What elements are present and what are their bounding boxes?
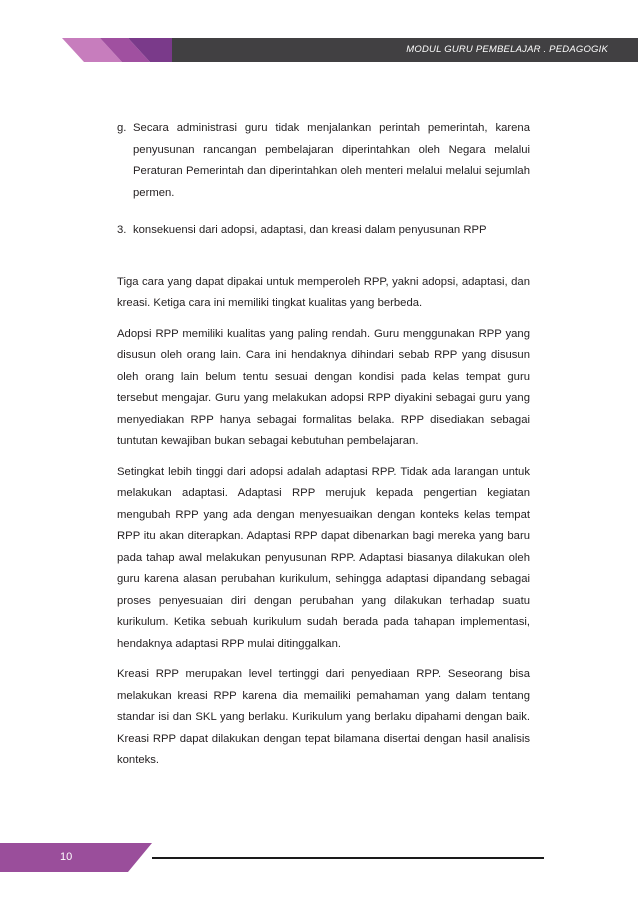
list-marker: g. [117, 122, 127, 134]
paragraph-adaptasi: Setingkat lebih tinggi dari adopsi adalah adaptasi RPP. Tidak ada larangan untuk melakukan adaptasi. Adaptasi RPP merujuk kepada pengertian kegiatan mengubah RPP yang ada dengan menyesuaikan dengan konteks kelas tempat RPP itu akan diterapkan. Adaptasi RPP dapat dibenarkan bagi mereka yang baru pada tahap awal melakukan penyusunan RPP. Adaptasi biasanya dilakukan oleh guru karena alasan perubahan kurikulum, sehingga adaptasi dipandang sebagai proses penyesuaian diri dengan perubahan yang dilakukan terhadap suatu kurikulum. Ketika sebuah kurikulum sudah berada pada tahapan implementasi, hendaknya adaptasi RPP mulai ditinggalkan. [117, 465, 530, 650]
page-content [117, 118, 530, 781]
footer-page-badge [0, 843, 152, 872]
list-item-text: Secara administrasi guru tidak menjalankan perintah pemerintah, karena penyusunan rancangan pembelajaran diperintahkan oleh Negara melalui Peraturan Pemerintah dan diperintahkan oleh menteri melalui melalui sejumlah permen. [133, 122, 530, 199]
paragraph-intro: Tiga cara yang dapat dipakai untuk memperoleh RPP, yakni adopsi, adaptasi, dan kreasi. Ketiga cara ini memiliki tingkat kualitas yang berbeda. [117, 275, 530, 309]
section-number: 3. [117, 224, 127, 236]
running-header-title: MODUL GURU PEMBELAJAR . PEDAGOGIK [406, 44, 608, 55]
paragraph-kreasi: Kreasi RPP merupakan level tertinggi dari penyediaan RPP. Seseorang bisa melakukan kreasi RPP karena dia memailiki pemahaman yang dalam tentang standar isi dan SKL yang berlaku. Kurikulum yang berlaku dipahami dengan baik. Kreasi RPP dapat dilakukan dengan tepat bilamana disertai dengan hasil analisis konteks. [117, 668, 530, 766]
page-number: 10 [60, 851, 73, 863]
section-heading-3 [117, 220, 530, 242]
footer-badge-shape [0, 843, 152, 872]
section-heading-text: konsekuensi dari adopsi, adaptasi, dan kreasi dalam penyusunan RPP [133, 224, 487, 236]
list-item-g [117, 118, 530, 204]
footer-rule [152, 857, 544, 859]
paragraph-adopsi: Adopsi RPP memiliki kualitas yang paling rendah. Guru menggunakan RPP yang disusun oleh orang lain. Cara ini hendaknya dihindari sebab RPP yang disusun oleh orang lain belum tentu sesuai dengan kondisi pada kelas tempat guru tersebut mengajar. Guru yang melakukan adopsi RPP diyakini sebagai guru yang menyediakan RPP hanya sebagai formalitas belaka. RPP disediakan sebagai tuntutan kewajiban bukan sebagai kebutuhan pembelajaran. [117, 327, 530, 447]
